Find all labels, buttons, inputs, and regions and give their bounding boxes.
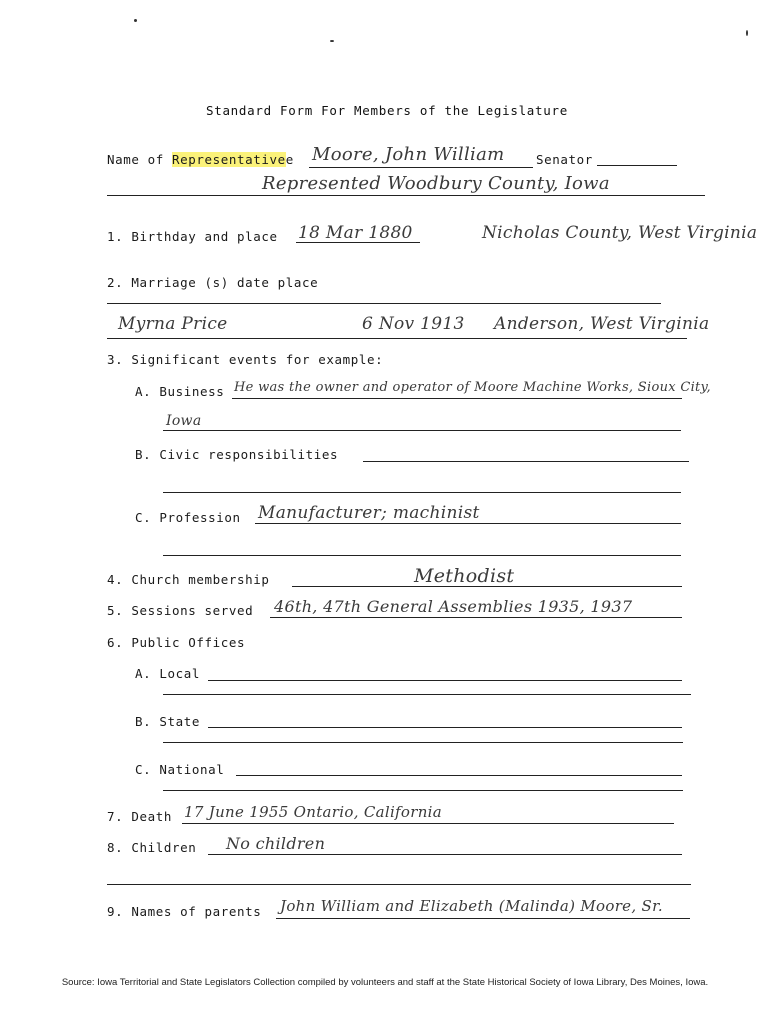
senator-label: Senator xyxy=(536,152,593,167)
parents-underline xyxy=(276,918,690,919)
parents-label: 9. Names of parents xyxy=(107,904,262,919)
children-entry: No children xyxy=(226,834,326,853)
name-label-highlight: Representative xyxy=(172,152,286,167)
civic-underline-1 xyxy=(363,461,689,462)
business-label: A. Business xyxy=(135,384,225,399)
marriage-date-entry: 6 Nov 1913 xyxy=(362,314,465,334)
form-title: Standard Form For Members of the Legislature xyxy=(206,103,568,118)
local-underline-2 xyxy=(163,694,691,695)
church-label: 4. Church membership xyxy=(107,572,270,587)
church-entry: Methodist xyxy=(414,565,515,587)
children-label: 8. Children xyxy=(107,840,197,855)
death-underline xyxy=(182,823,674,824)
profession-entry: Manufacturer; machinist xyxy=(258,503,480,523)
death-label: 7. Death xyxy=(107,809,173,824)
business-entry-line1: He was the owner and operator of Moore Machine Works, Sioux City, xyxy=(234,380,711,395)
senator-underline xyxy=(597,165,677,166)
speck xyxy=(134,19,137,22)
name-entry: Moore, John William xyxy=(312,144,505,165)
offices-label: 6. Public Offices xyxy=(107,635,246,650)
state-underline-1 xyxy=(208,727,682,728)
name-label-suffix: e xyxy=(285,152,294,167)
business-underline-2 xyxy=(163,430,681,431)
children-underline-1 xyxy=(208,854,682,855)
sessions-underline xyxy=(270,617,682,618)
name-label-prefix: Name of xyxy=(107,152,173,167)
state-label: B. State xyxy=(135,714,201,729)
source-footer: Source: Iowa Territorial and State Legislators Collection compiled by volunteers and staff at the State Historical Society of Iowa Library, Des Moines, Iowa. xyxy=(61,977,709,988)
local-label: A. Local xyxy=(135,666,201,681)
marriage-place-entry: Anderson, West Virginia xyxy=(494,314,710,334)
marriage-underline-1 xyxy=(107,303,661,304)
profession-underline-2 xyxy=(163,555,681,556)
events-label: 3. Significant events for example: xyxy=(107,352,384,367)
business-entry-line2: Iowa xyxy=(166,413,202,429)
spouse-entry: Myrna Price xyxy=(118,314,228,334)
marriage-underline-2 xyxy=(107,338,687,339)
children-underline-2 xyxy=(107,884,691,885)
national-label: C. National xyxy=(135,762,225,777)
name-underline xyxy=(309,167,533,168)
local-underline-1 xyxy=(208,680,682,681)
birthplace-entry: Nicholas County, West Virginia xyxy=(482,223,758,243)
birthday-label: 1. Birthday and place xyxy=(107,229,278,244)
name-label xyxy=(107,152,294,167)
national-underline-2 xyxy=(163,790,683,791)
state-underline-2 xyxy=(163,742,683,743)
represented-underline xyxy=(107,195,705,196)
business-underline-1 xyxy=(232,398,682,399)
civic-underline-2 xyxy=(163,492,681,493)
parents-entry: John William and Elizabeth (Malinda) Moore, Sr. xyxy=(280,897,663,915)
sessions-label: 5. Sessions served xyxy=(107,603,254,618)
death-entry: 17 June 1955 Ontario, California xyxy=(184,803,443,821)
speck xyxy=(330,40,334,42)
national-underline-1 xyxy=(236,775,682,776)
speck xyxy=(746,30,748,36)
profession-underline-1 xyxy=(255,523,681,524)
sessions-entry: 46th, 47th General Assemblies 1935, 1937 xyxy=(274,597,633,616)
profession-label: C. Profession xyxy=(135,510,241,525)
marriage-label: 2. Marriage (s) date place xyxy=(107,275,319,290)
birthday-entry: 18 Mar 1880 xyxy=(298,223,413,243)
represented-entry: Represented Woodbury County, Iowa xyxy=(262,173,610,194)
civic-label: B. Civic responsibilities xyxy=(135,447,339,462)
